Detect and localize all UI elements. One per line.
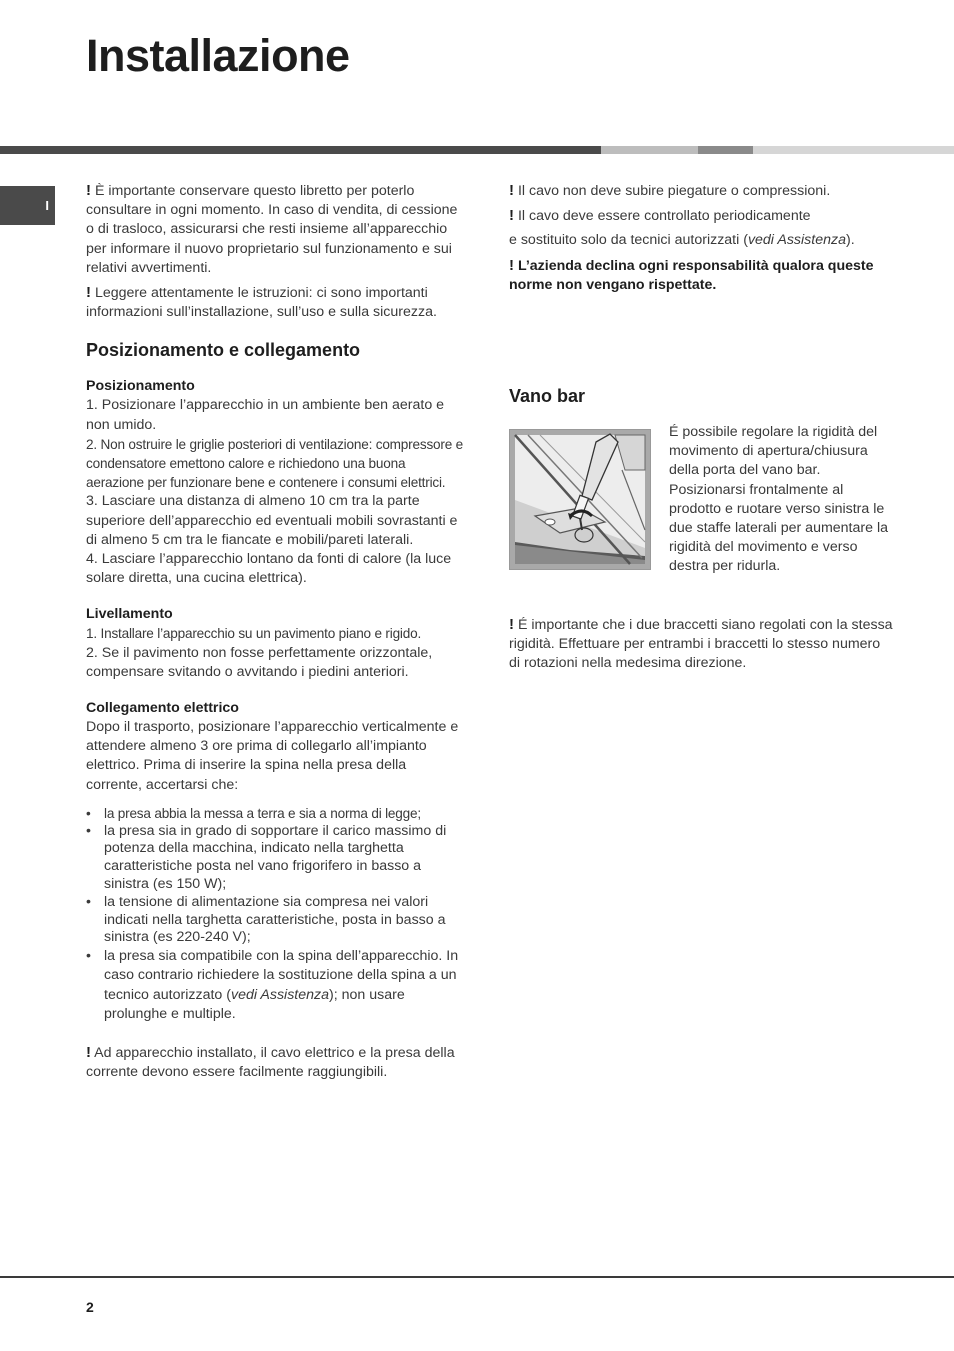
positioning-item-3: 3. Lasciare una distanza di almeno 10 cm tra la parte superiore dell’apparecchio ed eventuali mobili sovrastanti e di almeno 5 cm tra le fiancate e mobili/pareti laterali. [86,493,458,548]
left-column [86,181,466,1082]
warning-icon: ! [509,207,514,225]
warning-icon: ! [509,616,514,633]
leveling-item-1: 1. Installare l’apparecchio su un pavimento piano e rigido. [86,626,422,642]
right-column [509,181,894,407]
assistance-reference: vedi Assistenza [747,232,846,249]
list-item: • la presa sia compatibile con la spina dell’apparecchio. In caso contrario richiedere la sostituzione della spina a un tecnico autorizzato (vedi Assistenza); non usare prolunghe e multiple. [86,947,466,1024]
list-item: • la presa abbia la messa a terra e sia a norma di legge; [86,805,466,823]
header-rule-light [601,146,698,154]
page-title: Installazione [86,30,350,81]
language-tab: I [0,186,55,225]
positioning-item-4: 4. Lasciare l’apparecchio lontano da fonti di calore (la luce solare diretta, una cucina elettrica). [86,551,452,587]
positioning-item-2: 2. Non ostruire le griglie posteriori di ventilazione: compressore e condensatore emettono calore e richiedono una buona aerazione per funzionare bene e contenere i consumi elettrici. [86,436,464,491]
warning-keep-manual: ! È importante conservare questo libretto per poterlo consultare in ogni momento. In caso di vendita, di cessione o di trasloco, assicurarsi che resti insieme all’apparecchio per informare il nuovo proprietario sul funzionamento e sui relativi avvertimenti. [86,182,458,276]
warning-read-instructions: ! Leggere attentamente le istruzioni: ci sono importanti informazioni sull’installazione, sull’uso e sulla sicurezza. [86,284,437,321]
warning-liability: ! L’azienda declina ogni responsabilità qualora queste norme non vengano rispettate. [509,256,874,293]
warning-bracket-rigidity: ! É importante che i due braccetti siano regolati con la stessa rigidità. Effettuare per entrambi i braccetti lo stesso numero di rotazioni nella medesima direzione. [509,616,893,672]
footer-rule [0,1276,954,1278]
warning-icon: ! [86,1044,91,1062]
screwdriver-hinge-image [510,430,650,569]
list-item: • la tensione di alimentazione sia compresa nei valori indicati nella targhetta caratteristiche, posta in basso a sinistra (es 220-240 V); [86,894,466,947]
section-title-bar-compartment: Vano bar [509,386,586,407]
warning-icon: ! [509,256,514,274]
subtitle-electrical: Collegamento elettrico [86,700,239,717]
page-number: 2 [86,1299,94,1315]
bar-compartment-text: É possibile regolare la rigidità del movimento di apertura/chiusura della porta del vano bar. Posizionarsi frontalmente al prodotto e ruotare verso sinistra le due staffe laterali per aumentare la rigidità del movimento e verso destra per ridurla. [669,424,888,575]
leveling-item-2: 2. Se il pavimento non fosse perfettamente orizzontale, compensare svitando o avvitando i piedini anteriori. [86,644,433,680]
header-rule-dark [0,146,601,154]
warning-icon: ! [86,284,91,302]
positioning-item-1: 1. Posizionare l’apparecchio in un ambiente ben aerato e non umido. [86,397,445,433]
warning-cable-bending: ! Il cavo non deve subire piegature o compressioni. [509,182,831,199]
bar-hinge-illustration [509,429,651,570]
header-rule-pale [753,146,954,154]
header-rule-mid [698,146,753,154]
warning-cable-accessible: ! Ad apparecchio installato, il cavo elettrico e la presa della corrente devono essere facilmente raggiungibili. [86,1044,455,1081]
subtitle-positioning: Posizionamento [86,378,195,395]
list-item: • la presa sia in grado di sopportare il carico massimo di potenza della macchina, indicato nella targhetta caratteristiche posta nel vano frigorifero in basso a sinistra (es 150 W); [86,823,466,894]
assistance-reference: vedi Assistenza [230,986,330,1003]
section-title-positioning: Posizionamento e collegamento [86,340,361,361]
warning-cable-check: ! Il cavo deve essere controllato periodicamente [509,207,811,225]
electrical-intro: Dopo il trasporto, posizionare l’apparecchio verticalmente e attendere almeno 3 ore prima di collegarlo all’impianto elettrico. Prima di inserire la spina nella presa della corrente, accertarsi che: [86,719,459,793]
electrical-checklist [86,805,466,1024]
subtitle-leveling: Livellamento [86,606,173,623]
warning-icon: ! [86,182,91,199]
warning-icon: ! [509,182,514,199]
warning-cable-replacement: e sostituito solo da tecnici autorizzati (vedi Assistenza). [509,232,855,249]
